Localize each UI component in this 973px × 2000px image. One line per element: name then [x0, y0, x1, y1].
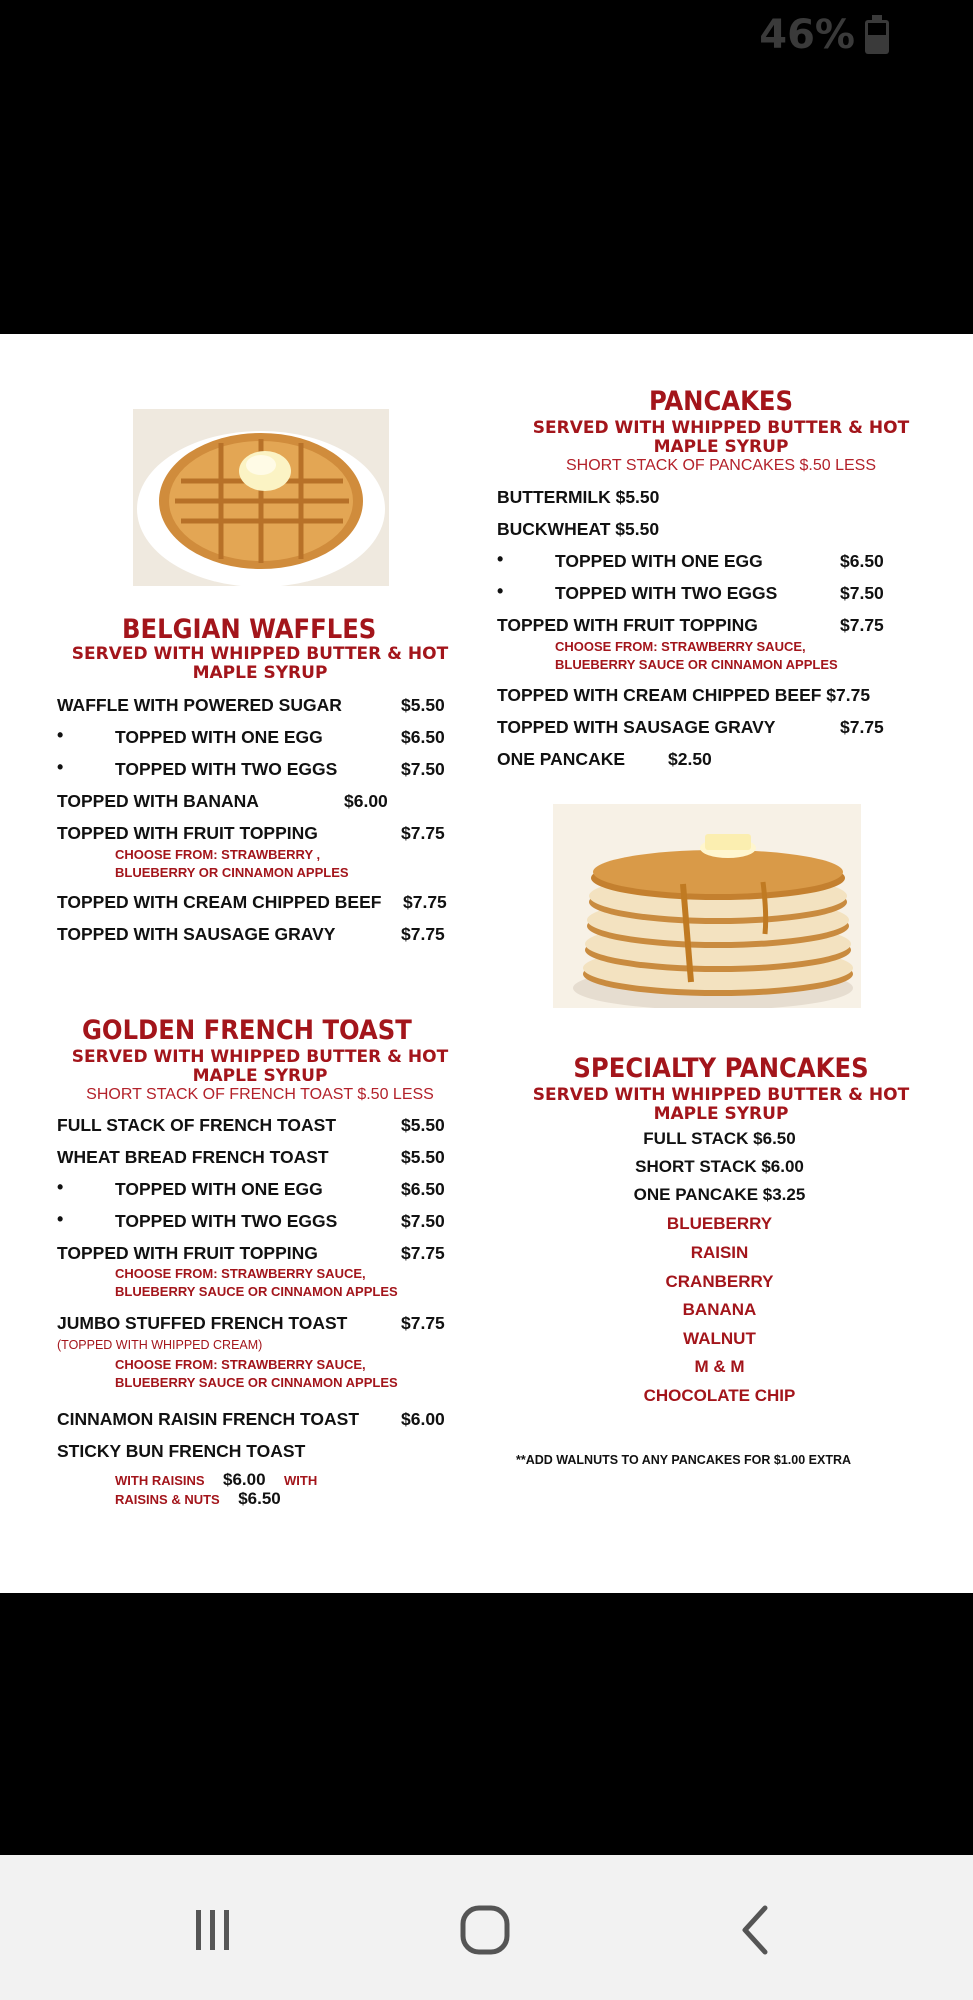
flavor-item: BANANA [682, 1300, 757, 1319]
home-icon [455, 1900, 515, 1960]
specialty-pancakes-title: SPECIALTY PANCAKES [573, 1053, 869, 1084]
pancakes-subtitle-2: MAPLE SYRUP [653, 437, 789, 457]
french-toast-subtitle: SERVED WITH WHIPPED BUTTER & HOT [71, 1047, 449, 1067]
pancake-stack-photo [553, 804, 861, 1008]
fruit-choice-note: BLUEBERRY SAUCE OR CINNAMON APPLES [115, 1284, 398, 1299]
bullet: • [497, 549, 504, 569]
flavor-item: CHOCOLATE CHIP [643, 1386, 796, 1405]
short-stack-note: SHORT STACK OF FRENCH TOAST $.50 LESS [86, 1086, 434, 1103]
waffles-subtitle-2: MAPLE SYRUP [192, 663, 328, 683]
menu-image [0, 334, 973, 1593]
waffles-subtitle: SERVED WITH WHIPPED BUTTER & HOT [71, 644, 449, 664]
fruit-choice-note: CHOOSE FROM: STRAWBERRY SAUCE, [115, 1357, 366, 1372]
sticky-bun-nuts: RAISINS & NUTS $6.50 [115, 1489, 281, 1508]
back-icon [727, 1900, 787, 1960]
battery-percentage: 46% [759, 12, 855, 58]
french-toast-subtitle-2: MAPLE SYRUP [192, 1066, 328, 1086]
back-button[interactable] [712, 1885, 802, 1975]
whipped-cream-note: (TOPPED WITH WHIPPED CREAM) [57, 1338, 263, 1352]
price-line: SHORT STACK $6.00 [635, 1157, 804, 1176]
navigation-bar [0, 1855, 973, 2000]
status-bar [0, 0, 973, 80]
recents-icon [183, 1900, 243, 1960]
flavor-item: CRANBERRY [665, 1272, 774, 1291]
flavor-item: BLUEBERRY [666, 1214, 773, 1233]
flavor-item: WALNUT [683, 1329, 756, 1348]
left-column: BELGIAN WAFFLES SERVED WITH WHIPPED BUTTER & HOT MAPLE SYRUP WAFFLE WITH POWERED SUGAR $5.50 • TOPPED WITH ONE EGG $6.50 • TOPPED WITH TWO EGGS $7.50 TOPPED WITH BANANA $6.00 TOPPED WITH FRUIT TOPPING $7.75 CHOOSE FROM: STRAWBERRY , BLUEBERRY OR CINNAMON APPLES TOPPED WITH CREAM CHIPPED BEEF $7.75 TOPPED WITH SAUSAGE GRAVY $7.75 GOLDEN FRENCH TOAST SERVED WITH WHIPPED BUTTER & HOT MAPLE SYRUP SHORT STACK OF FRENCH TOAST $.50 LESS FULL STACK OF FRENCH TOAST $5.50 WHEAT BREAD FRENCH TOAST $5.50 • TOPPED WITH ONE EGG $6.50 • TOPPED WITH TWO EGGS $7.50 TOPPED WITH FRUIT TOPPING $7.75 CHOOSE FROM: STRAWBERRY SAUCE, BLUEBERRY SAUCE OR CINNAMON APPLES JUMBO STUFFED FRENCH TOAST $7.75 (TOPPED WITH WHIPPED CREAM) CHOOSE FROM: STRAWBERRY SAUCE, BLUEBERRY SAUCE OR CINNAMON APPLES CINNAMON RAISIN FRENCH TOAST $6.00 STICKY BUN FRENCH TOAST WITH RAISINS $6.00 WITH RAISINS & NUTS $6.50 [0, 334, 486, 1593]
fruit-choice-note: BLUEBERRY SAUCE OR CINNAMON APPLES [115, 1375, 398, 1390]
sticky-bun-options: WITH RAISINS $6.00 WITH [115, 1470, 318, 1489]
walnut-footnote: **ADD WALNUTS TO ANY PANCAKES FOR $1.00 EXTRA [516, 1453, 852, 1467]
flavor-item: M & M [694, 1357, 745, 1376]
pancakes-title: PANCAKES [649, 386, 793, 417]
fruit-choice-note: CHOOSE FROM: STRAWBERRY SAUCE, [115, 1266, 366, 1281]
bullet: • [57, 1209, 64, 1229]
specialty-subtitle-2: MAPLE SYRUP [653, 1104, 789, 1124]
battery-icon [865, 20, 889, 54]
short-stack-note: SHORT STACK OF PANCAKES $.50 LESS [565, 457, 877, 474]
bullet: • [497, 581, 504, 601]
fruit-choice-note: BLUEBERRY OR CINNAMON APPLES [115, 865, 349, 880]
pancakes-subtitle: SERVED WITH WHIPPED BUTTER & HOT [532, 418, 910, 438]
flavor-item: RAISIN [690, 1243, 749, 1262]
french-toast-title: GOLDEN FRENCH TOAST [82, 1015, 412, 1046]
fruit-choice-note: CHOOSE FROM: STRAWBERRY SAUCE, [555, 639, 806, 654]
recents-button[interactable] [168, 1885, 258, 1975]
bullet: • [57, 757, 64, 777]
price-line: ONE PANCAKE $3.25 [633, 1185, 806, 1204]
bullet: • [57, 725, 64, 745]
waffle-photo [133, 409, 389, 586]
fruit-choice-note: BLUEBERRY SAUCE OR CINNAMON APPLES [555, 657, 838, 672]
price-line: FULL STACK $6.50 [643, 1129, 796, 1148]
fruit-choice-note: CHOOSE FROM: STRAWBERRY , [115, 847, 321, 862]
right-column: PANCAKES SERVED WITH WHIPPED BUTTER & HOT MAPLE SYRUP SHORT STACK OF PANCAKES $.50 LESS BUTTERMILK $5.50 BUCKWHEAT $5.50 • TOPPED WITH ONE EGG $6.50 • TOPPED WITH TWO EGGS $7.50 TOPPED WITH FRUIT TOPPING $7.75 CHOOSE FROM: STRAWBERRY SAUCE, BLUEBERRY SAUCE OR CINNAMON APPLES TOPPED WITH CREAM CHIPPED BEEF $7.75 TOPPED WITH SAUSAGE GRAVY $7.75 ONE PANCAKE $2.50 SPECIALTY PANCAKES SERVED WITH WHIPPED BUTTER & HOT MAPLE SYRUP FULL STACK $6.50 SHORT STACK $6.00 ONE PANCAKE $3.25 BLUEBERRY RAISIN CRANBERRY BANANA WALNUT M & M CHOCOLATE CHIP **ADD WALNUTS TO ANY PANCAKES FOR $1.00 EXTRA [486, 334, 973, 1593]
waffles-title: BELGIAN WAFFLES [122, 614, 377, 645]
home-button[interactable] [440, 1885, 530, 1975]
specialty-subtitle: SERVED WITH WHIPPED BUTTER & HOT [532, 1085, 910, 1105]
bullet: • [57, 1177, 64, 1197]
